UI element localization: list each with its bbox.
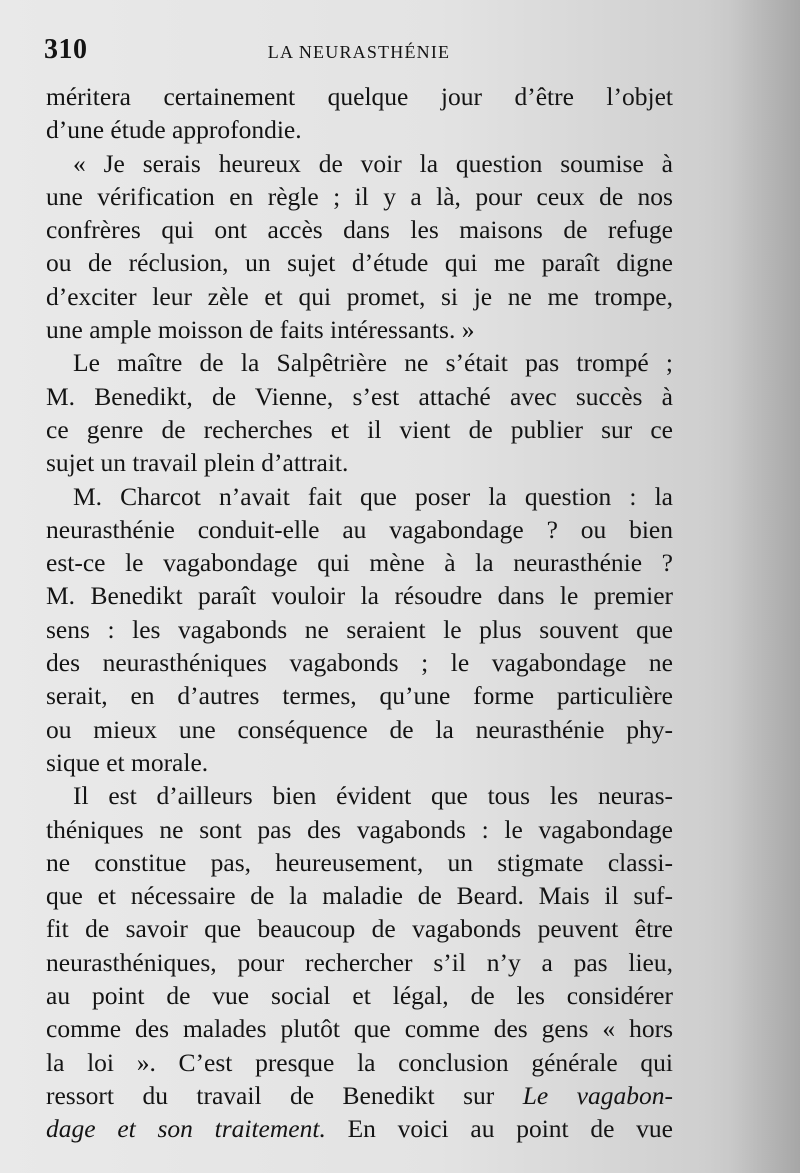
text-line: comme des malades plutôt que comme des gens « hors xyxy=(46,1014,673,1044)
text-line: sujet un travail plein d’attrait. xyxy=(46,448,349,478)
text-line: ne constitue pas, heureusement, un stigmate classi- xyxy=(46,847,673,877)
text-line-end: En voici au point de vue xyxy=(347,1114,673,1144)
text-line: théniques ne sont pas des vagabonds : le vagabondage xyxy=(46,814,673,844)
running-title: LA NEURASTHÉNIE xyxy=(267,42,451,62)
text-line xyxy=(46,1112,673,1145)
text-line: des neurasthéniques vagabonds ; le vagabondage ne xyxy=(46,648,673,678)
text-line: Le maître de la Salpêtrière ne s’était pas trompé ; xyxy=(73,348,673,378)
italic-book-title: Le vagabon- xyxy=(522,1080,673,1110)
text-line: une ample moisson de faits intéressants. » xyxy=(46,315,475,345)
text-line: fit de savoir que beaucoup de vagabonds peuvent être xyxy=(46,914,673,944)
text-line: M. Benedikt, de Vienne, s’est attaché avec succès à xyxy=(46,381,673,411)
text-line: au point de vue social et légal, de les considérer xyxy=(46,981,673,1011)
text-line: sens : les vagabonds ne seraient le plus souvent que xyxy=(46,614,673,644)
text-line: une vérification en règle ; il y a là, pour ceux de nos xyxy=(46,181,673,211)
italic-book-title: dage et son traitement. xyxy=(46,1114,326,1144)
text-line: ou de réclusion, un sujet d’étude qui me paraît digne xyxy=(46,248,673,278)
text-line: M. Benedikt paraît vouloir la résoudre dans le premier xyxy=(46,581,673,611)
text-line: sique et morale. xyxy=(46,747,209,777)
text-line: confrères qui ont accès dans les maisons de refuge xyxy=(46,215,673,245)
text-line: la loi ». C’est presque la conclusion générale qui xyxy=(46,1047,673,1077)
text-line: d’exciter leur zèle et qui promet, si je ne me trompe, xyxy=(46,281,673,311)
page-header xyxy=(44,34,674,70)
text-line: méritera certainement quelque jour d’être l’objet xyxy=(46,82,673,111)
text-line: ce genre de recherches et il vient de publier sur ce xyxy=(46,414,673,444)
text-line: que et nécessaire de la maladie de Beard. Mais il suf- xyxy=(46,881,673,911)
text-line: « Je serais heureux de voir la question soumise à xyxy=(73,148,673,178)
text-line xyxy=(46,1079,673,1112)
page-number: 310 xyxy=(44,34,88,65)
text-line-start: ressort du travail de Benedikt sur xyxy=(46,1080,495,1110)
text-line: ou mieux une conséquence de la neurasthénie phy- xyxy=(46,714,673,744)
body-text xyxy=(46,80,673,1146)
text-line: M. Charcot n’avait fait que poser la question : la xyxy=(73,481,673,511)
text-line: est-ce le vagabondage qui mène à la neurasthénie ? xyxy=(46,548,673,578)
text-line: neurasthéniques, pour rechercher s’il n’y a pas lieu, xyxy=(46,947,673,977)
text-line: serait, en d’autres termes, qu’une forme particulière xyxy=(46,681,673,711)
text-line: d’une étude approfondie. xyxy=(46,115,302,145)
text-line: Il est d’ailleurs bien évident que tous les neuras- xyxy=(73,781,673,811)
text-line: neurasthénie conduit-elle au vagabondage ? ou bien xyxy=(46,514,673,544)
